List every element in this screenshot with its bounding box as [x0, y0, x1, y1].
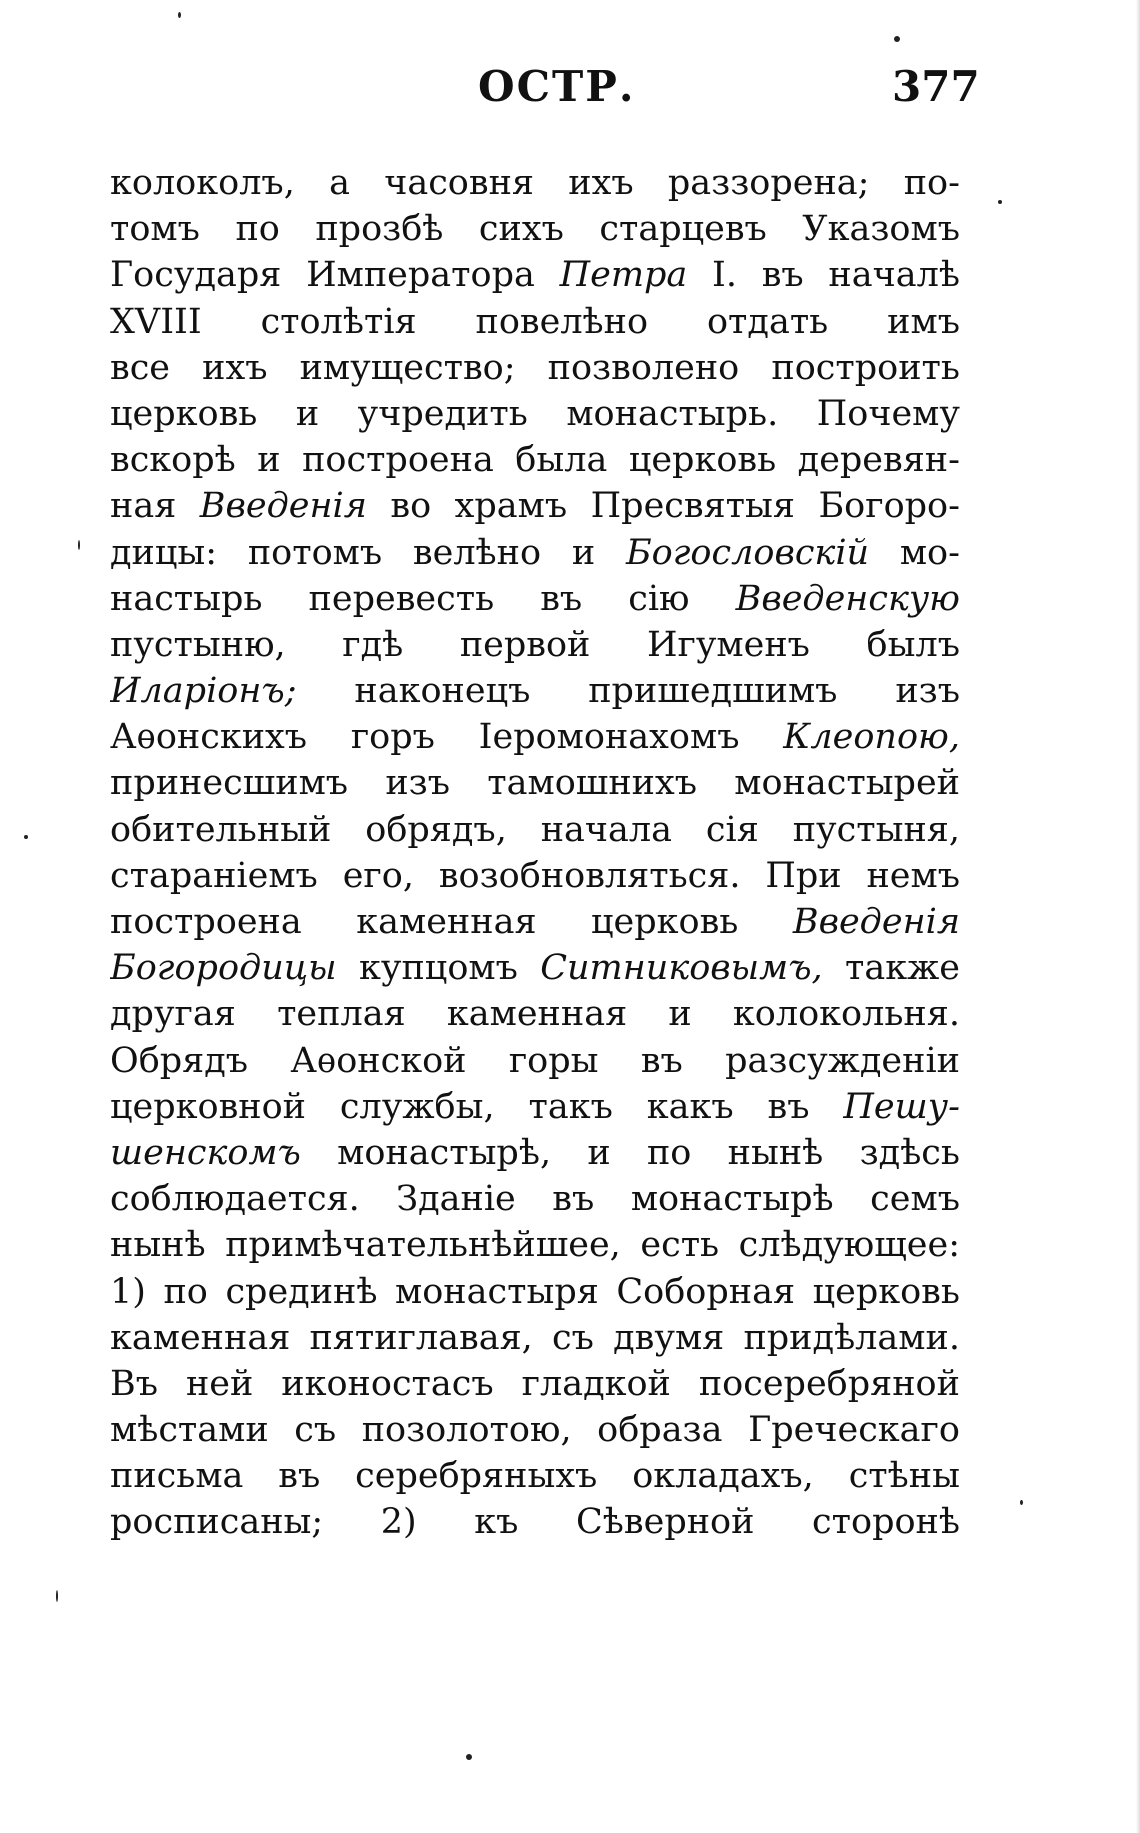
word: все: [110, 347, 171, 388]
scan-speck: [1020, 1500, 1023, 1505]
word: и: [571, 532, 596, 573]
word: гдѣ: [342, 624, 404, 665]
word: построена: [110, 902, 302, 942]
word: горъ: [350, 717, 435, 758]
word: каменная: [446, 994, 628, 1035]
word: первой: [459, 624, 591, 665]
word: храмъ: [454, 486, 568, 527]
word: монастырь.: [566, 393, 779, 434]
word: а: [329, 163, 350, 203]
word: колокольня.: [732, 994, 960, 1035]
word: Обрядъ: [110, 1040, 249, 1081]
word: началѣ: [828, 255, 960, 296]
word: Соборная: [616, 1271, 796, 1312]
word: 2): [380, 1502, 417, 1543]
word: монастырей: [734, 763, 960, 804]
text-line: [110, 252, 960, 298]
word: Богоро-: [818, 486, 960, 527]
word: раззорена;: [667, 163, 870, 203]
word: колоколъ,: [110, 163, 295, 203]
word: стѣны: [848, 1456, 960, 1497]
text-line: [110, 299, 960, 345]
text-line: [110, 1453, 960, 1499]
text-line: [110, 1361, 960, 1407]
word: купцомъ: [359, 948, 518, 989]
word: монастырѣ: [630, 1179, 834, 1220]
text-line: [110, 899, 960, 945]
word: пятиглавая,: [309, 1317, 533, 1358]
word: мо-: [899, 532, 960, 573]
word: сію: [628, 578, 690, 619]
word: стараніемъ: [110, 855, 318, 896]
word: Государя: [110, 255, 282, 296]
word: дицы:: [110, 532, 218, 573]
running-head: [0, 62, 1140, 122]
text-line: [110, 1222, 960, 1268]
word: и: [257, 440, 281, 481]
word: нынѣ: [727, 1132, 824, 1173]
text-line: [110, 1130, 960, 1176]
word: росписаны;: [110, 1502, 324, 1543]
word: изъ: [895, 671, 960, 712]
word: по-: [903, 163, 960, 203]
word: серебряныхъ: [355, 1456, 598, 1497]
word: пустыня,: [792, 809, 960, 850]
word: Указомъ: [802, 209, 960, 250]
word: письма: [110, 1456, 244, 1497]
word: соблюдается.: [110, 1179, 360, 1220]
text-line: [110, 1407, 960, 1453]
word: иконостасъ: [281, 1363, 494, 1404]
word: При: [765, 855, 842, 896]
text-line: [110, 668, 960, 714]
word: церковь: [812, 1271, 960, 1312]
scan-speck: [466, 1754, 472, 1760]
word: монастыря: [395, 1271, 599, 1312]
word: построить: [771, 347, 960, 388]
word: и: [668, 994, 692, 1035]
word: деревян-: [797, 440, 960, 481]
word: наконецъ: [354, 671, 531, 712]
word: Императора: [306, 255, 535, 296]
word: Введенскую: [735, 578, 960, 619]
word: семъ: [870, 1179, 960, 1220]
word: Въ: [110, 1363, 158, 1404]
word: примѣчательнѣйшее,: [225, 1225, 621, 1266]
word: старцевъ: [599, 209, 767, 250]
word: немъ: [866, 855, 960, 896]
word: другая: [110, 994, 236, 1035]
text-line: [110, 991, 960, 1037]
word: также: [844, 948, 960, 989]
text-line: [110, 714, 960, 760]
text-line: [110, 1269, 960, 1315]
word: церковь: [591, 902, 739, 942]
word: часовня: [384, 163, 534, 203]
word: начала: [540, 809, 673, 850]
word: двумя: [613, 1317, 725, 1358]
word: есть: [640, 1225, 720, 1266]
word: Сѣверной: [576, 1502, 755, 1543]
word: XVIII: [110, 301, 202, 342]
word: построена: [302, 440, 494, 481]
word: Пресвятыя: [590, 486, 795, 527]
word: Зданіе: [396, 1179, 516, 1220]
word: томъ: [110, 209, 200, 250]
word: посеребряной: [698, 1363, 960, 1404]
scan-speck: [24, 835, 28, 839]
word: пришедшимъ: [588, 671, 838, 712]
word: позолотою,: [361, 1410, 572, 1451]
word: горы: [508, 1040, 599, 1081]
word: Введенія: [199, 486, 367, 527]
word: былъ: [866, 624, 960, 665]
word: Введенія: [792, 902, 960, 942]
word: Пешу-: [843, 1086, 960, 1127]
text-line: [110, 622, 960, 668]
word: каменная: [356, 902, 537, 942]
text-line: [110, 1084, 960, 1130]
word: Почему: [816, 393, 960, 434]
scan-speck: [78, 540, 80, 550]
word: принесшимъ: [110, 763, 349, 804]
word: вскорѣ: [110, 440, 236, 481]
text-line: [110, 807, 960, 853]
word: отдать: [706, 301, 829, 342]
page-number: 377: [892, 62, 980, 111]
word: въ: [278, 1456, 321, 1497]
word: обрядъ,: [365, 809, 507, 850]
word: сихъ: [478, 209, 564, 250]
word: прозбѣ: [315, 209, 444, 250]
word: сія: [705, 809, 759, 850]
text-line: [110, 945, 960, 991]
text-line: [110, 345, 960, 391]
word: съ: [294, 1410, 337, 1451]
word: Игуменъ: [646, 624, 810, 665]
word: церковной: [110, 1086, 307, 1127]
word: по: [163, 1271, 208, 1312]
word: въ: [761, 255, 804, 296]
scan-speck: [894, 36, 900, 42]
word: ная: [110, 486, 177, 527]
text-line: [110, 530, 960, 576]
word: такъ: [528, 1086, 613, 1127]
word: возобновляться.: [438, 855, 741, 896]
word: какъ: [646, 1086, 734, 1127]
word: велѣно: [412, 532, 542, 573]
text-line: [110, 1315, 960, 1361]
word: ихъ: [202, 347, 268, 388]
word: монастырѣ,: [337, 1132, 552, 1173]
word: мѣстами: [110, 1410, 269, 1451]
word: 1): [110, 1271, 146, 1312]
word: Аѳонской: [290, 1040, 467, 1081]
text-line: [110, 576, 960, 622]
text-line: [110, 1499, 960, 1545]
word: его,: [342, 855, 414, 896]
word: изъ: [385, 763, 450, 804]
text-line: [110, 483, 960, 529]
word: нынѣ: [110, 1225, 206, 1266]
word: здѣсь: [859, 1132, 960, 1173]
word: и: [587, 1132, 611, 1173]
word: столѣтія: [260, 301, 417, 342]
word: сторонѣ: [812, 1502, 960, 1543]
text-line: [110, 853, 960, 899]
word: и: [295, 393, 320, 434]
scan-speck: [998, 200, 1002, 204]
text-line: [110, 206, 960, 252]
word: Клеопою,: [783, 717, 960, 758]
word: перевесть: [308, 578, 495, 619]
word: учредить: [357, 393, 528, 434]
word: Ситниковымъ,: [540, 948, 823, 989]
word: ней: [185, 1363, 254, 1404]
body-text: [110, 160, 960, 1546]
word: образа: [597, 1410, 723, 1451]
word: придѣлами.: [743, 1317, 960, 1358]
text-line: [110, 760, 960, 806]
word: шенскомъ: [110, 1132, 301, 1173]
scan-speck: [178, 12, 181, 18]
word: Богословскій: [625, 532, 870, 573]
word: окладахъ,: [632, 1456, 814, 1497]
word: потомъ: [247, 532, 383, 573]
word: срединѣ: [225, 1271, 378, 1312]
text-line: [110, 437, 960, 483]
page-edge-shadow: [1136, 0, 1140, 1833]
word: по: [646, 1132, 692, 1173]
word: съ: [552, 1317, 594, 1358]
word: имущество;: [299, 347, 516, 388]
word: Богородицы: [110, 948, 337, 989]
word: въ: [540, 578, 583, 619]
word: позволено: [547, 347, 740, 388]
word: Аѳонскихъ: [110, 717, 308, 758]
word: пустыню,: [110, 624, 286, 665]
text-line: [110, 1038, 960, 1084]
word: службы,: [339, 1086, 495, 1127]
running-title: ОСТР.: [478, 62, 636, 111]
text-line: [110, 160, 960, 206]
word: каменная: [110, 1317, 291, 1358]
word: въ: [767, 1086, 810, 1127]
word: разсужденіи: [725, 1040, 960, 1081]
word: слѣдующее:: [738, 1225, 960, 1266]
word: повелѣно: [475, 301, 649, 342]
word: Петра: [559, 255, 688, 296]
word: обительный: [110, 809, 332, 850]
text-line: [110, 1176, 960, 1222]
word: Іеромонахомъ: [478, 717, 740, 758]
word: въ: [552, 1179, 595, 1220]
text-line: [110, 391, 960, 437]
word: церковь: [110, 393, 258, 434]
word: Иларіонъ;: [110, 671, 297, 712]
word: настырь: [110, 578, 263, 619]
word: теплая: [277, 994, 406, 1035]
word: тамошнихъ: [487, 763, 697, 804]
word: къ: [474, 1502, 519, 1543]
word: гладкой: [521, 1363, 671, 1404]
word: I.: [712, 255, 737, 296]
word: была: [515, 440, 608, 481]
word: въ: [640, 1040, 683, 1081]
word: ихъ: [568, 163, 634, 203]
word: по: [235, 209, 280, 250]
word: имъ: [887, 301, 960, 342]
scan-speck: [56, 1590, 58, 1602]
word: во: [390, 486, 432, 527]
word: церковь: [628, 440, 777, 481]
word: Греческаго: [748, 1410, 960, 1451]
